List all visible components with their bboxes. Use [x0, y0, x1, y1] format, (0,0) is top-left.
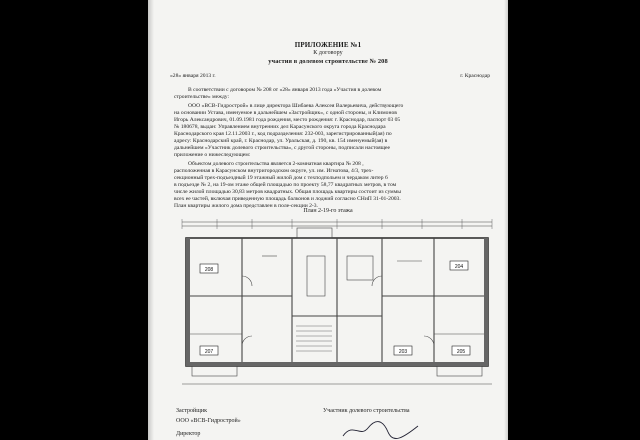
document-page [148, 0, 508, 440]
unit-label: 207 [204, 349, 214, 355]
body-line: строительстве» между: [174, 94, 230, 100]
body-line: в подъезде № 2, на 19-ом этаже общей площадью по проекту 58,77 квадратных метров, в том [174, 182, 397, 188]
unit-label: 205 [456, 349, 466, 355]
signature-left-role: Застройщик [176, 408, 207, 414]
body-line: В соответствии с договором № 208 от «28» января 2013 года «Участия в долевом [188, 87, 382, 93]
signature-left-position: Директор [176, 431, 201, 437]
floor-plan-drawing [172, 216, 502, 391]
page-shadow-left [148, 0, 154, 440]
body-line: расположенная в Карасунском внутригородском округе, ул. им. Игнатова, 4/3, трех- [174, 168, 374, 174]
doc-city: г. Краснодар [460, 73, 490, 79]
body-line: секционный трех-подъездный 19 этажный жилой дом с техподпольем и чердаком литер 6 [174, 175, 388, 181]
body-line: на основании Устава, именуемое в дальнейшем «Застройщик», с одной стороны, и Климонов [174, 110, 397, 116]
unit-label: 203 [398, 349, 408, 355]
handwritten-signature [338, 418, 428, 440]
unit-label: 208 [204, 267, 214, 273]
doc-title: ПРИЛОЖЕНИЕ №1 [294, 41, 362, 49]
body-line: всех ее частей, включая приведенную площадь балконов и лоджий согласно СНиП 31-01-2003. [174, 196, 401, 202]
body-line: Объектом долевого строительства является 2-комнатная квартира № 208 , [188, 161, 364, 167]
signature-left-org: ООО «ВСВ-Гидрострой» [176, 418, 241, 424]
signature-right-role: Участник долевого строительства [323, 408, 410, 414]
body-line: Краснодарского края 12.11.2003 г., код подразделения: 232-003, зарегистрированный(ая) по [174, 131, 392, 137]
body-line: Игорь Александрович, 01.09.1981 года рождения, место рождения: г. Краснодар, паспорт 03 05 [174, 117, 401, 123]
body-line: План квартиры жилого дома представлен в поле-секции 2-3. [174, 203, 318, 209]
body-line: приложение о нижеследующем: [174, 152, 251, 158]
body-line: ООО «ВСВ-Гидрострой» в лице директора Шибаева Алексея Валерьевича, действующего [188, 103, 404, 109]
doc-subtitle: К договору [313, 50, 343, 56]
plan-title: План 2-19-го этажа [303, 208, 353, 214]
page-shadow-right [504, 0, 508, 440]
body-line: адресу: Краснодарский край, г. Краснодар, ул. Уральская, д. 190, кв. 154 именуемый(ая) в [174, 138, 388, 144]
doc-date: «28» января 2013 г. [170, 73, 216, 79]
doc-contract: участия в долевом строительстве № 208 [268, 58, 388, 65]
body-line: числе жилой площадью 30,83 метров квадратных. Общая площадь квартиры состоит из суммы [174, 189, 402, 195]
body-line: дальнейшем «Участник долевого строительства», с другой стороны, подписали настоящее [174, 145, 390, 151]
body-line: № 180678, выдан: Управлением внутренних дел Карасунского округа города Краснодара [174, 124, 386, 130]
unit-label: 204 [454, 264, 464, 270]
